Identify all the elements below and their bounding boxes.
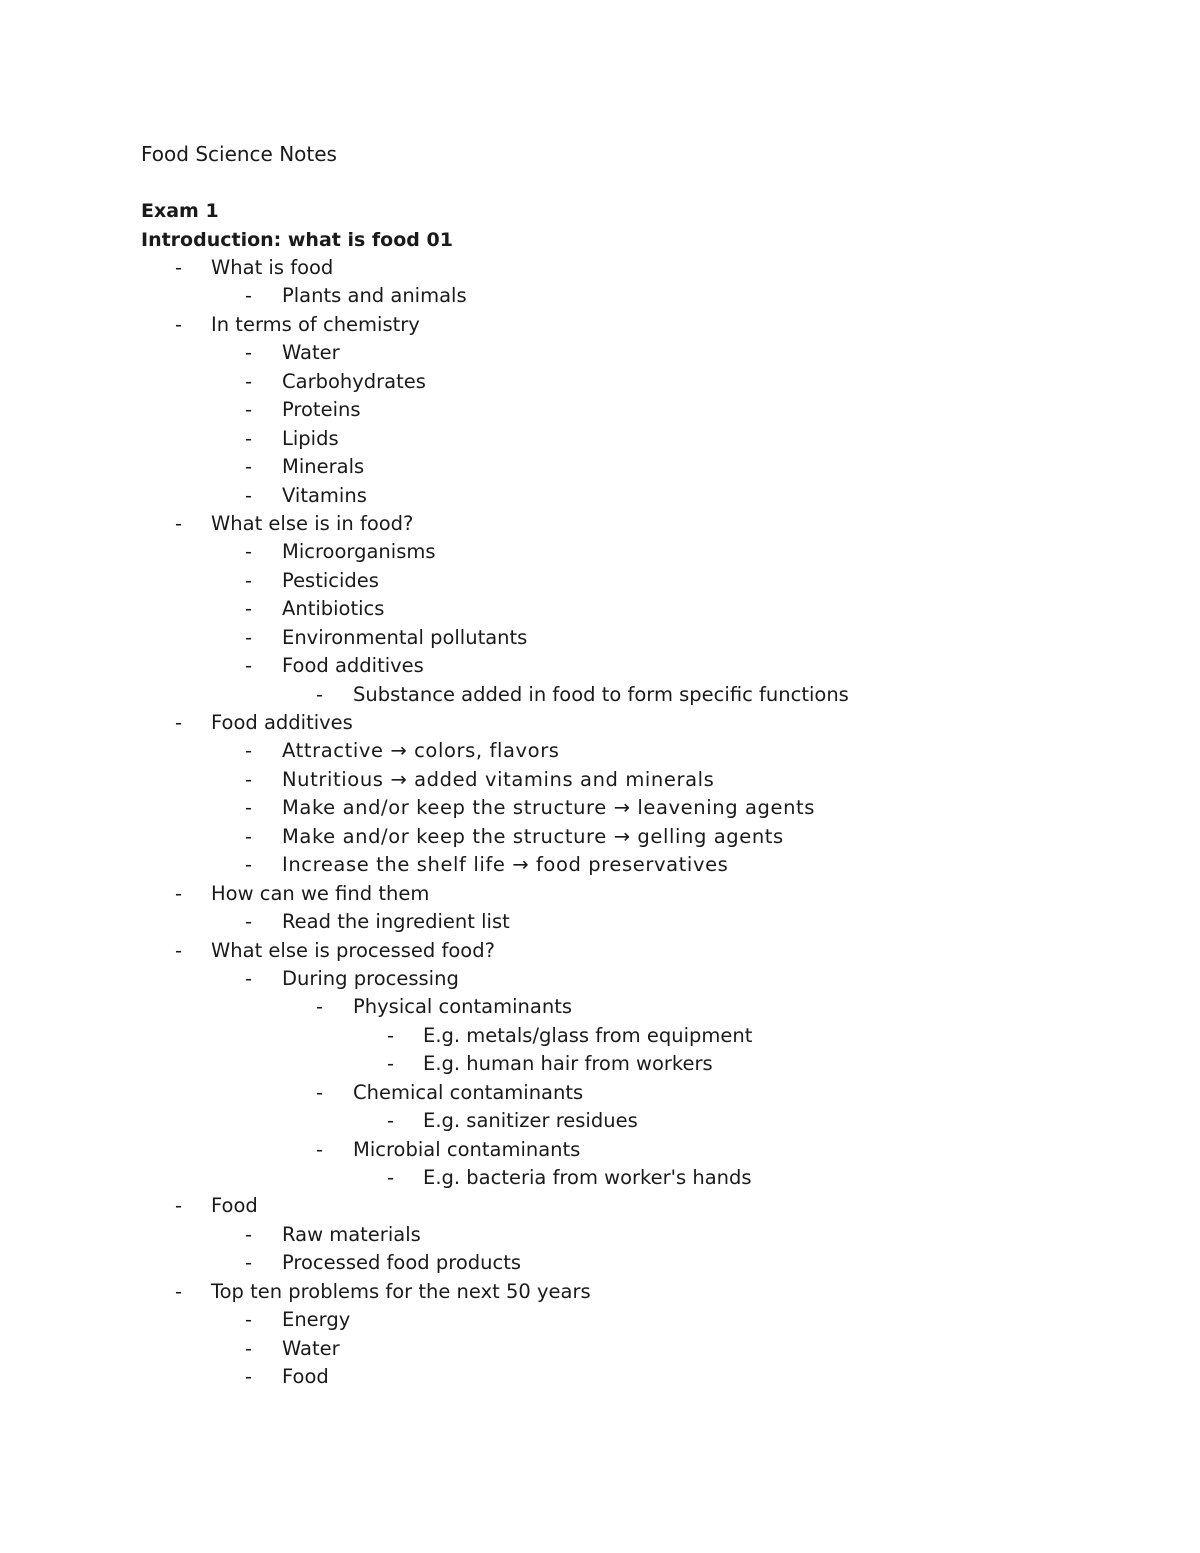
bullet-dash: -: [245, 369, 253, 393]
list-item-text: Pesticides: [282, 568, 379, 592]
list-item-text: Water: [282, 1336, 340, 1360]
list-item-text: In terms of chemistry: [211, 312, 420, 336]
list-item: [0, 908, 1200, 936]
bullet-dash: -: [245, 796, 253, 820]
list-item: [0, 823, 1200, 851]
bullet-dash: -: [316, 995, 324, 1019]
list-item: [0, 993, 1200, 1021]
bullet-dash: -: [245, 824, 253, 848]
list-item: [0, 453, 1200, 481]
list-item: [0, 1079, 1200, 1107]
list-item: [0, 1221, 1200, 1249]
list-item-text: What else is processed food?: [211, 938, 495, 962]
list-item: [0, 681, 1200, 709]
list-item: [0, 282, 1200, 310]
list-item-text: E.g. human hair from workers: [423, 1052, 713, 1076]
list-item: [0, 368, 1200, 396]
list-item: [0, 425, 1200, 453]
list-item-text: Vitamins: [282, 483, 367, 507]
list-item-text: Food: [282, 1365, 329, 1389]
list-item-text: Environmental pollutants: [282, 625, 528, 649]
bullet-dash: -: [316, 682, 324, 706]
list-item: [0, 567, 1200, 595]
list-item-text: Attractive → colors, flavors: [282, 739, 560, 763]
list-item-text: Substance added in food to form specific functions: [353, 682, 849, 706]
bullet-dash: -: [175, 938, 183, 962]
list-item: [0, 311, 1200, 339]
bullet-dash: -: [245, 398, 253, 422]
list-item-text: Make and/or keep the structure → leavening agents: [282, 796, 816, 820]
list-item: [0, 794, 1200, 822]
exam-heading: Exam 1: [141, 200, 219, 222]
bullet-dash: -: [245, 540, 253, 564]
list-item-text: E.g. sanitizer residues: [423, 1109, 638, 1133]
bullet-dash: -: [245, 1308, 253, 1332]
bullet-dash: -: [387, 1109, 395, 1133]
list-item-text: During processing: [282, 966, 459, 990]
section-heading: Introduction: what is food 01: [141, 229, 453, 251]
bullet-dash: -: [175, 312, 183, 336]
bullet-dash: -: [387, 1052, 395, 1076]
list-item-text: Proteins: [282, 398, 361, 422]
bullet-dash: -: [245, 568, 253, 592]
list-item-text: How can we find them: [211, 881, 430, 905]
list-item: [0, 1107, 1200, 1135]
list-item-text: Energy: [282, 1308, 351, 1332]
bullet-dash: -: [387, 1023, 395, 1047]
bullet-dash: -: [245, 1251, 253, 1275]
list-item-text: Food: [211, 1194, 258, 1218]
list-item: [0, 737, 1200, 765]
bullet-dash: -: [175, 1194, 183, 1218]
list-item-text: Raw materials: [282, 1222, 421, 1246]
list-item-text: Microorganisms: [282, 540, 436, 564]
list-item-text: Lipids: [282, 426, 339, 450]
list-item-text: Make and/or keep the structure → gelling agents: [282, 824, 784, 848]
list-item-text: Physical contaminants: [353, 995, 573, 1019]
bullet-dash: -: [245, 284, 253, 308]
list-item: [0, 538, 1200, 566]
bullet-dash: -: [245, 739, 253, 763]
list-item: [0, 965, 1200, 993]
list-item: [0, 1050, 1200, 1078]
list-item-text: Carbohydrates: [282, 369, 426, 393]
list-item: [0, 1306, 1200, 1334]
list-item: [0, 880, 1200, 908]
list-item: [0, 254, 1200, 282]
bullet-dash: -: [175, 711, 183, 734]
list-item: [0, 1022, 1200, 1050]
list-item-text: Top ten problems for the next 50 years: [211, 1279, 591, 1303]
list-item-text: What else is in food?: [211, 511, 414, 535]
list-item: [0, 1249, 1200, 1277]
bullet-dash: -: [245, 341, 253, 365]
list-item: [0, 624, 1200, 652]
list-item-text: E.g. bacteria from worker's hands: [423, 1166, 752, 1189]
list-item: [0, 937, 1200, 965]
list-item-text: Chemical contaminants: [353, 1080, 584, 1104]
list-item-text: E.g. metals/glass from equipment: [423, 1023, 753, 1047]
list-item: [0, 1164, 1200, 1192]
list-item-text: Food additives: [211, 711, 353, 734]
bullet-dash: -: [175, 256, 183, 279]
list-item-text: Processed food products: [282, 1251, 522, 1275]
list-item: [0, 339, 1200, 367]
bullet-dash: -: [245, 1222, 253, 1246]
list-item: [0, 482, 1200, 510]
list-item-text: Minerals: [282, 455, 365, 479]
list-item: [0, 851, 1200, 879]
list-item-text: Water: [282, 341, 340, 365]
list-item-text: Food additives: [282, 654, 424, 678]
notes-outline: [0, 254, 1200, 1392]
list-item-text: Nutritious → added vitamins and minerals: [282, 767, 715, 791]
bullet-dash: -: [245, 966, 253, 990]
list-item-text: Microbial contaminants: [353, 1137, 581, 1161]
list-item-text: Increase the shelf life → food preservatives: [282, 853, 729, 877]
bullet-dash: -: [245, 910, 253, 934]
document-title: Food Science Notes: [141, 142, 337, 166]
list-item-text: What is food: [211, 256, 334, 279]
bullet-dash: -: [245, 455, 253, 479]
bullet-dash: -: [245, 654, 253, 678]
list-item: [0, 652, 1200, 680]
bullet-dash: -: [245, 1365, 253, 1389]
bullet-dash: -: [175, 881, 183, 905]
list-item: [0, 1136, 1200, 1164]
bullet-dash: -: [175, 511, 183, 535]
bullet-dash: -: [245, 625, 253, 649]
bullet-dash: -: [245, 597, 253, 621]
bullet-dash: -: [316, 1137, 324, 1161]
list-item-text: Read the ingredient list: [282, 910, 510, 934]
bullet-dash: -: [387, 1166, 395, 1189]
list-item: [0, 766, 1200, 794]
list-item-text: Plants and animals: [282, 284, 467, 308]
list-item: [0, 709, 1200, 737]
list-item: [0, 1335, 1200, 1363]
bullet-dash: -: [316, 1080, 324, 1104]
list-item: [0, 1363, 1200, 1391]
list-item: [0, 1192, 1200, 1220]
list-item-text: Antibiotics: [282, 597, 385, 621]
bullet-dash: -: [245, 767, 253, 791]
list-item: [0, 1278, 1200, 1306]
bullet-dash: -: [245, 1336, 253, 1360]
bullet-dash: -: [245, 483, 253, 507]
bullet-dash: -: [175, 1279, 183, 1303]
bullet-dash: -: [245, 853, 253, 877]
list-item: [0, 510, 1200, 538]
bullet-dash: -: [245, 426, 253, 450]
list-item: [0, 595, 1200, 623]
list-item: [0, 396, 1200, 424]
